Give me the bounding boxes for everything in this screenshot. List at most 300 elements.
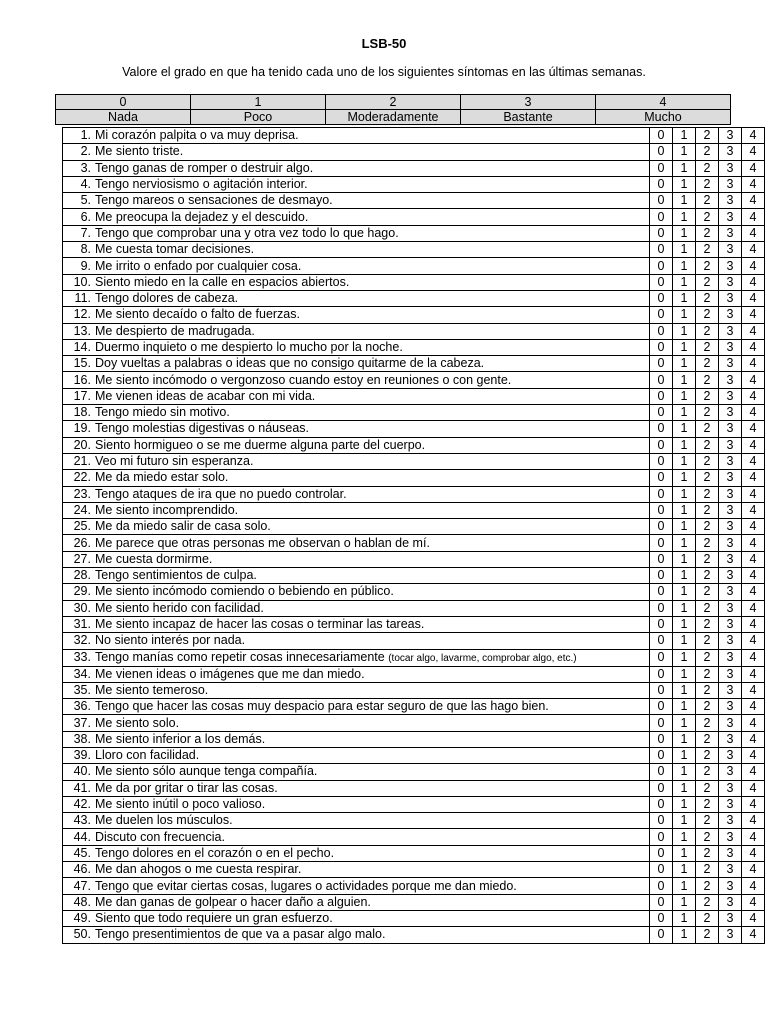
rating-option-2[interactable]: 2: [696, 829, 719, 845]
rating-option-2[interactable]: 2: [696, 894, 719, 910]
rating-option-1[interactable]: 1: [673, 176, 696, 192]
rating-option-2[interactable]: 2: [696, 878, 719, 894]
rating-option-3[interactable]: 3: [719, 910, 742, 926]
rating-option-1[interactable]: 1: [673, 780, 696, 796]
rating-option-0[interactable]: 0: [650, 502, 673, 518]
rating-option-3[interactable]: 3: [719, 290, 742, 306]
rating-option-1[interactable]: 1: [673, 421, 696, 437]
rating-option-4[interactable]: 4: [742, 829, 765, 845]
rating-option-4[interactable]: 4: [742, 388, 765, 404]
rating-option-2[interactable]: 2: [696, 421, 719, 437]
rating-option-2[interactable]: 2: [696, 323, 719, 339]
rating-option-1[interactable]: 1: [673, 616, 696, 632]
rating-option-1[interactable]: 1: [673, 339, 696, 355]
rating-option-4[interactable]: 4: [742, 339, 765, 355]
rating-option-2[interactable]: 2: [696, 600, 719, 616]
item-text: Discuto con frecuencia.: [95, 829, 225, 844]
rating-option-3[interactable]: 3: [719, 666, 742, 682]
rating-option-2[interactable]: 2: [696, 813, 719, 829]
rating-option-0[interactable]: 0: [650, 421, 673, 437]
rating-option-0[interactable]: 0: [650, 764, 673, 780]
rating-option-1[interactable]: 1: [673, 144, 696, 160]
rating-option-2[interactable]: 2: [696, 209, 719, 225]
rating-option-0[interactable]: 0: [650, 796, 673, 812]
rating-option-4[interactable]: 4: [742, 715, 765, 731]
rating-option-2[interactable]: 2: [696, 258, 719, 274]
rating-option-0[interactable]: 0: [650, 405, 673, 421]
item-text: Me siento solo.: [95, 715, 180, 730]
rating-option-4[interactable]: 4: [742, 372, 765, 388]
rating-option-3[interactable]: 3: [719, 862, 742, 878]
rating-option-0[interactable]: 0: [650, 307, 673, 323]
rating-option-0[interactable]: 0: [650, 894, 673, 910]
rating-option-1[interactable]: 1: [673, 209, 696, 225]
rating-option-3[interactable]: 3: [719, 453, 742, 469]
rating-option-0[interactable]: 0: [650, 453, 673, 469]
rating-option-0[interactable]: 0: [650, 486, 673, 502]
rating-option-2[interactable]: 2: [696, 780, 719, 796]
rating-option-1[interactable]: 1: [673, 437, 696, 453]
rating-option-1[interactable]: 1: [673, 600, 696, 616]
rating-option-4[interactable]: 4: [742, 682, 765, 698]
rating-option-2[interactable]: 2: [696, 225, 719, 241]
rating-option-3[interactable]: 3: [719, 699, 742, 715]
rating-option-3[interactable]: 3: [719, 372, 742, 388]
rating-option-4[interactable]: 4: [742, 551, 765, 567]
rating-option-2[interactable]: 2: [696, 274, 719, 290]
rating-option-0[interactable]: 0: [650, 845, 673, 861]
symptom-cell: [63, 339, 650, 355]
rating-option-0[interactable]: 0: [650, 715, 673, 731]
rating-option-1[interactable]: 1: [673, 388, 696, 404]
item-number: 5.: [80, 193, 91, 208]
table-row: [63, 568, 765, 584]
rating-option-1[interactable]: 1: [673, 356, 696, 372]
rating-option-0[interactable]: 0: [650, 829, 673, 845]
rating-option-4[interactable]: 4: [742, 242, 765, 258]
rating-option-0[interactable]: 0: [650, 813, 673, 829]
rating-option-0[interactable]: 0: [650, 519, 673, 535]
rating-option-2[interactable]: 2: [696, 633, 719, 649]
rating-option-4[interactable]: 4: [742, 470, 765, 486]
rating-option-0[interactable]: 0: [650, 356, 673, 372]
symptom-cell: [63, 323, 650, 339]
rating-option-4[interactable]: 4: [742, 535, 765, 551]
item-text: Me irrito o enfado por cualquier cosa.: [95, 258, 302, 273]
rating-option-1[interactable]: 1: [673, 910, 696, 926]
rating-option-3[interactable]: 3: [719, 307, 742, 323]
rating-option-4[interactable]: 4: [742, 193, 765, 209]
rating-option-0[interactable]: 0: [650, 649, 673, 666]
rating-option-1[interactable]: 1: [673, 193, 696, 209]
rating-option-1[interactable]: 1: [673, 894, 696, 910]
rating-option-0[interactable]: 0: [650, 470, 673, 486]
item-text: Tengo sentimientos de culpa.: [95, 568, 257, 583]
rating-option-2[interactable]: 2: [696, 764, 719, 780]
rating-option-4[interactable]: 4: [742, 894, 765, 910]
rating-option-2[interactable]: 2: [696, 128, 719, 144]
rating-option-1[interactable]: 1: [673, 731, 696, 747]
rating-option-4[interactable]: 4: [742, 405, 765, 421]
rating-option-3[interactable]: 3: [719, 356, 742, 372]
rating-option-4[interactable]: 4: [742, 258, 765, 274]
rating-option-3[interactable]: 3: [719, 323, 742, 339]
rating-option-2[interactable]: 2: [696, 551, 719, 567]
rating-option-0[interactable]: 0: [650, 144, 673, 160]
symptom-cell: [63, 715, 650, 731]
rating-option-4[interactable]: 4: [742, 862, 765, 878]
rating-option-2[interactable]: 2: [696, 437, 719, 453]
rating-option-1[interactable]: 1: [673, 290, 696, 306]
rating-option-2[interactable]: 2: [696, 616, 719, 632]
scale-numbers-row: [56, 95, 731, 110]
rating-option-1[interactable]: 1: [673, 845, 696, 861]
rating-option-3[interactable]: 3: [719, 535, 742, 551]
rating-option-2[interactable]: 2: [696, 388, 719, 404]
rating-option-2[interactable]: 2: [696, 747, 719, 763]
rating-option-3[interactable]: 3: [719, 274, 742, 290]
rating-option-3[interactable]: 3: [719, 764, 742, 780]
rating-option-0[interactable]: 0: [650, 568, 673, 584]
rating-option-2[interactable]: 2: [696, 568, 719, 584]
rating-option-2[interactable]: 2: [696, 699, 719, 715]
rating-option-3[interactable]: 3: [719, 339, 742, 355]
rating-option-4[interactable]: 4: [742, 633, 765, 649]
rating-option-1[interactable]: 1: [673, 764, 696, 780]
table-row: [63, 519, 765, 535]
rating-option-1[interactable]: 1: [673, 813, 696, 829]
rating-option-3[interactable]: 3: [719, 176, 742, 192]
symptom-cell: [63, 160, 650, 176]
rating-option-1[interactable]: 1: [673, 715, 696, 731]
rating-option-0[interactable]: 0: [650, 731, 673, 747]
rating-option-1[interactable]: 1: [673, 878, 696, 894]
rating-option-0[interactable]: 0: [650, 616, 673, 632]
rating-option-1[interactable]: 1: [673, 405, 696, 421]
item-text: Tengo molestias digestivas o náuseas.: [95, 421, 310, 436]
rating-option-0[interactable]: 0: [650, 878, 673, 894]
rating-option-3[interactable]: 3: [719, 209, 742, 225]
rating-option-4[interactable]: 4: [742, 437, 765, 453]
table-row: [63, 600, 765, 616]
rating-option-4[interactable]: 4: [742, 878, 765, 894]
rating-option-4[interactable]: 4: [742, 845, 765, 861]
rating-option-1[interactable]: 1: [673, 323, 696, 339]
scale-number: 1: [191, 95, 326, 110]
table-row: [63, 290, 765, 306]
item-number: 30.: [73, 600, 91, 615]
rating-option-0[interactable]: 0: [650, 600, 673, 616]
rating-option-3[interactable]: 3: [719, 813, 742, 829]
rating-option-0[interactable]: 0: [650, 258, 673, 274]
rating-option-2[interactable]: 2: [696, 862, 719, 878]
rating-option-3[interactable]: 3: [719, 584, 742, 600]
rating-option-3[interactable]: 3: [719, 747, 742, 763]
rating-option-4[interactable]: 4: [742, 307, 765, 323]
rating-option-4[interactable]: 4: [742, 225, 765, 241]
rating-option-0[interactable]: 0: [650, 910, 673, 926]
rating-option-3[interactable]: 3: [719, 600, 742, 616]
rating-option-1[interactable]: 1: [673, 927, 696, 943]
rating-option-4[interactable]: 4: [742, 796, 765, 812]
rating-option-3[interactable]: 3: [719, 715, 742, 731]
rating-option-2[interactable]: 2: [696, 193, 719, 209]
rating-option-1[interactable]: 1: [673, 274, 696, 290]
rating-option-4[interactable]: 4: [742, 780, 765, 796]
rating-option-1[interactable]: 1: [673, 649, 696, 666]
rating-option-3[interactable]: 3: [719, 796, 742, 812]
rating-option-1[interactable]: 1: [673, 829, 696, 845]
symptom-cell: [63, 666, 650, 682]
rating-option-3[interactable]: 3: [719, 388, 742, 404]
rating-option-4[interactable]: 4: [742, 160, 765, 176]
rating-option-4[interactable]: 4: [742, 584, 765, 600]
rating-option-3[interactable]: 3: [719, 780, 742, 796]
rating-option-1[interactable]: 1: [673, 682, 696, 698]
rating-option-0[interactable]: 0: [650, 323, 673, 339]
rating-option-4[interactable]: 4: [742, 927, 765, 943]
rating-option-0[interactable]: 0: [650, 388, 673, 404]
rating-option-4[interactable]: 4: [742, 128, 765, 144]
table-row: [63, 372, 765, 388]
item-text: Tengo dolores en el corazón o en el pecho.: [95, 845, 335, 860]
rating-option-3[interactable]: 3: [719, 486, 742, 502]
rating-option-1[interactable]: 1: [673, 584, 696, 600]
rating-option-2[interactable]: 2: [696, 927, 719, 943]
rating-option-2[interactable]: 2: [696, 845, 719, 861]
rating-option-3[interactable]: 3: [719, 160, 742, 176]
item-text: Tengo miedo sin motivo.: [95, 405, 230, 420]
rating-option-0[interactable]: 0: [650, 242, 673, 258]
item-text: Tengo ataques de ira que no puedo controlar.: [95, 486, 347, 501]
rating-option-4[interactable]: 4: [742, 747, 765, 763]
rating-option-3[interactable]: 3: [719, 242, 742, 258]
rating-option-4[interactable]: 4: [742, 421, 765, 437]
rating-option-4[interactable]: 4: [742, 910, 765, 926]
rating-option-2[interactable]: 2: [696, 453, 719, 469]
rating-option-0[interactable]: 0: [650, 209, 673, 225]
table-row: [63, 633, 765, 649]
rating-option-0[interactable]: 0: [650, 699, 673, 715]
rating-option-0[interactable]: 0: [650, 128, 673, 144]
rating-option-0[interactable]: 0: [650, 780, 673, 796]
rating-option-2[interactable]: 2: [696, 290, 719, 306]
rating-option-1[interactable]: 1: [673, 568, 696, 584]
rating-option-0[interactable]: 0: [650, 927, 673, 943]
rating-option-3[interactable]: 3: [719, 682, 742, 698]
rating-option-1[interactable]: 1: [673, 453, 696, 469]
item-text: Me da por gritar o tirar las cosas.: [95, 780, 278, 795]
rating-option-2[interactable]: 2: [696, 176, 719, 192]
symptom-cell: [63, 796, 650, 812]
rating-option-2[interactable]: 2: [696, 160, 719, 176]
rating-option-3[interactable]: 3: [719, 437, 742, 453]
rating-option-4[interactable]: 4: [742, 813, 765, 829]
rating-option-0[interactable]: 0: [650, 225, 673, 241]
rating-option-0[interactable]: 0: [650, 176, 673, 192]
table-row: [63, 274, 765, 290]
rating-option-1[interactable]: 1: [673, 258, 696, 274]
rating-option-3[interactable]: 3: [719, 829, 742, 845]
item-number: 47.: [73, 878, 91, 893]
rating-option-0[interactable]: 0: [650, 372, 673, 388]
rating-option-0[interactable]: 0: [650, 584, 673, 600]
rating-option-4[interactable]: 4: [742, 453, 765, 469]
rating-option-0[interactable]: 0: [650, 682, 673, 698]
item-number: 3.: [80, 160, 91, 175]
rating-option-4[interactable]: 4: [742, 764, 765, 780]
rating-option-4[interactable]: 4: [742, 290, 765, 306]
rating-option-3[interactable]: 3: [719, 927, 742, 943]
rating-option-1[interactable]: 1: [673, 862, 696, 878]
item-number: 13.: [73, 323, 91, 338]
rating-option-0[interactable]: 0: [650, 437, 673, 453]
rating-option-1[interactable]: 1: [673, 372, 696, 388]
rating-option-0[interactable]: 0: [650, 274, 673, 290]
rating-option-2[interactable]: 2: [696, 910, 719, 926]
symptom-cell: [63, 519, 650, 535]
rating-option-3[interactable]: 3: [719, 633, 742, 649]
rating-option-3[interactable]: 3: [719, 421, 742, 437]
rating-option-2[interactable]: 2: [696, 731, 719, 747]
rating-option-0[interactable]: 0: [650, 551, 673, 567]
rating-option-4[interactable]: 4: [742, 731, 765, 747]
table-row: [63, 356, 765, 372]
rating-option-2[interactable]: 2: [696, 242, 719, 258]
rating-option-0[interactable]: 0: [650, 193, 673, 209]
rating-option-1[interactable]: 1: [673, 502, 696, 518]
rating-option-2[interactable]: 2: [696, 715, 719, 731]
rating-option-2[interactable]: 2: [696, 682, 719, 698]
rating-option-1[interactable]: 1: [673, 519, 696, 535]
rating-option-1[interactable]: 1: [673, 225, 696, 241]
rating-option-4[interactable]: 4: [742, 209, 765, 225]
rating-option-1[interactable]: 1: [673, 160, 696, 176]
rating-option-1[interactable]: 1: [673, 307, 696, 323]
item-text: Me preocupa la dejadez y el descuido.: [95, 209, 309, 224]
rating-option-2[interactable]: 2: [696, 666, 719, 682]
symptom-cell: [63, 780, 650, 796]
rating-option-3[interactable]: 3: [719, 649, 742, 666]
rating-option-2[interactable]: 2: [696, 519, 719, 535]
rating-option-2[interactable]: 2: [696, 649, 719, 666]
rating-option-4[interactable]: 4: [742, 699, 765, 715]
table-row: [63, 649, 765, 666]
rating-option-2[interactable]: 2: [696, 486, 719, 502]
rating-option-3[interactable]: 3: [719, 731, 742, 747]
rating-option-4[interactable]: 4: [742, 568, 765, 584]
rating-option-1[interactable]: 1: [673, 796, 696, 812]
rating-option-2[interactable]: 2: [696, 307, 719, 323]
rating-option-3[interactable]: 3: [719, 845, 742, 861]
rating-option-2[interactable]: 2: [696, 535, 719, 551]
rating-option-2[interactable]: 2: [696, 372, 719, 388]
item-text: Me siento sólo aunque tenga compañía.: [95, 764, 318, 779]
rating-option-3[interactable]: 3: [719, 551, 742, 567]
rating-option-1[interactable]: 1: [673, 535, 696, 551]
rating-option-0[interactable]: 0: [650, 747, 673, 763]
rating-option-3[interactable]: 3: [719, 258, 742, 274]
rating-option-0[interactable]: 0: [650, 666, 673, 682]
symptom-cell: [63, 258, 650, 274]
rating-option-3[interactable]: 3: [719, 405, 742, 421]
rating-option-3[interactable]: 3: [719, 616, 742, 632]
rating-option-2[interactable]: 2: [696, 144, 719, 160]
table-row: [63, 437, 765, 453]
rating-option-4[interactable]: 4: [742, 666, 765, 682]
rating-option-3[interactable]: 3: [719, 193, 742, 209]
table-row: [63, 910, 765, 926]
rating-option-1[interactable]: 1: [673, 699, 696, 715]
table-row: [63, 862, 765, 878]
rating-option-1[interactable]: 1: [673, 470, 696, 486]
symptom-cell: [63, 405, 650, 421]
rating-option-1[interactable]: 1: [673, 633, 696, 649]
rating-option-4[interactable]: 4: [742, 176, 765, 192]
item-text: Siento hormigueo o se me duerme alguna parte del cuerpo.: [95, 437, 426, 452]
rating-option-0[interactable]: 0: [650, 160, 673, 176]
table-row: [63, 731, 765, 747]
rating-option-3[interactable]: 3: [719, 128, 742, 144]
rating-option-4[interactable]: 4: [742, 486, 765, 502]
rating-option-1[interactable]: 1: [673, 128, 696, 144]
rating-option-3[interactable]: 3: [719, 568, 742, 584]
rating-option-4[interactable]: 4: [742, 144, 765, 160]
table-row: [63, 144, 765, 160]
rating-option-4[interactable]: 4: [742, 274, 765, 290]
rating-option-0[interactable]: 0: [650, 535, 673, 551]
rating-option-3[interactable]: 3: [719, 894, 742, 910]
rating-option-2[interactable]: 2: [696, 405, 719, 421]
rating-option-2[interactable]: 2: [696, 502, 719, 518]
table-row: [63, 715, 765, 731]
rating-option-0[interactable]: 0: [650, 862, 673, 878]
rating-option-2[interactable]: 2: [696, 470, 719, 486]
rating-option-0[interactable]: 0: [650, 633, 673, 649]
rating-option-3[interactable]: 3: [719, 519, 742, 535]
rating-option-3[interactable]: 3: [719, 470, 742, 486]
rating-option-4[interactable]: 4: [742, 616, 765, 632]
rating-option-1[interactable]: 1: [673, 486, 696, 502]
item-text: Me vienen ideas de acabar con mi vida.: [95, 388, 316, 403]
rating-option-0[interactable]: 0: [650, 339, 673, 355]
rating-option-2[interactable]: 2: [696, 584, 719, 600]
symptom-cell: [63, 927, 650, 943]
rating-option-3[interactable]: 3: [719, 502, 742, 518]
rating-option-4[interactable]: 4: [742, 356, 765, 372]
rating-option-4[interactable]: 4: [742, 600, 765, 616]
rating-option-1[interactable]: 1: [673, 551, 696, 567]
rating-option-2[interactable]: 2: [696, 356, 719, 372]
rating-option-4[interactable]: 4: [742, 502, 765, 518]
item-text: Tengo manías como repetir cosas innecesariamente: [95, 649, 385, 664]
rating-option-4[interactable]: 4: [742, 323, 765, 339]
rating-option-0[interactable]: 0: [650, 290, 673, 306]
rating-option-4[interactable]: 4: [742, 649, 765, 666]
rating-option-1[interactable]: 1: [673, 242, 696, 258]
rating-option-3[interactable]: 3: [719, 878, 742, 894]
table-row: [63, 747, 765, 763]
rating-option-1[interactable]: 1: [673, 747, 696, 763]
rating-option-2[interactable]: 2: [696, 339, 719, 355]
rating-option-3[interactable]: 3: [719, 225, 742, 241]
item-text: Tengo que evitar ciertas cosas, lugares o actividades porque me dan miedo.: [95, 878, 517, 893]
rating-option-1[interactable]: 1: [673, 666, 696, 682]
table-row: [63, 193, 765, 209]
rating-option-3[interactable]: 3: [719, 144, 742, 160]
rating-option-4[interactable]: 4: [742, 519, 765, 535]
rating-option-2[interactable]: 2: [696, 796, 719, 812]
